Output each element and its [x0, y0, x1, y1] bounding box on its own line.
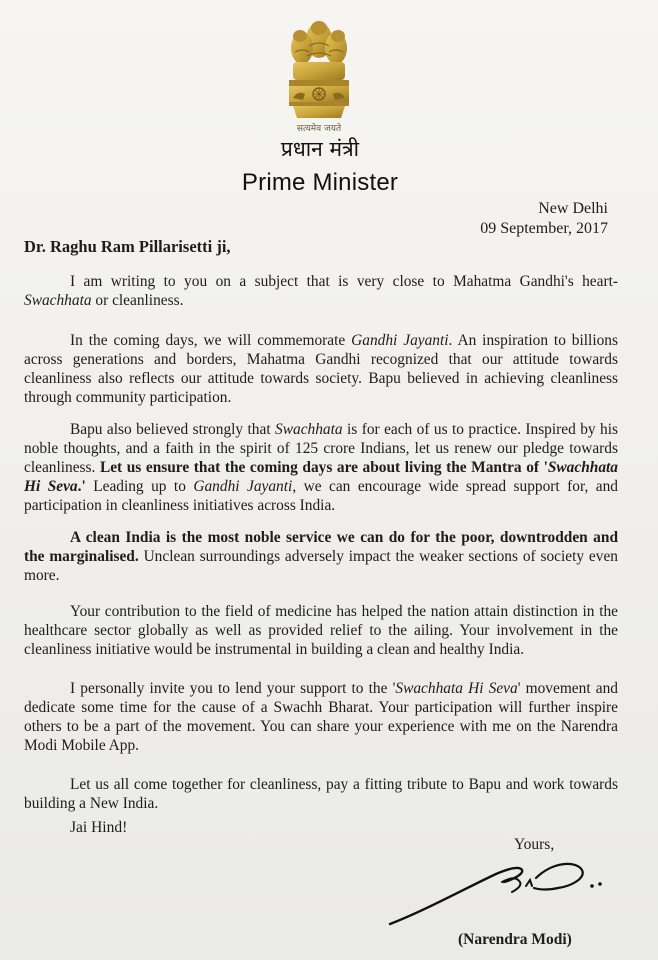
text-run: Swachhata Hi Seva: [24, 459, 618, 495]
letter-body: [24, 272, 618, 832]
signature-image: [386, 852, 606, 932]
text-run: is for each of us to practice. Inspired by his noble thoughts, and a faith in the spirit of 125 crore Indians, let us renew our pledge towards cleanliness.: [24, 421, 618, 476]
letter-paragraph: [24, 272, 618, 310]
letter-place-date: [480, 199, 608, 239]
text-run: Swachhata: [275, 421, 343, 438]
letter-paragraph: [24, 775, 618, 813]
emblem-motto: सत्यमेव जयते: [296, 124, 342, 134]
text-run: Leading up to: [85, 478, 194, 495]
text-run: I personally invite you to lend your support to the ': [70, 680, 396, 697]
text-run: Gandhi Jayanti: [193, 478, 293, 495]
text-run: Swachhata Hi Seva: [395, 680, 518, 697]
letter-closing: Jai Hind!: [70, 819, 128, 836]
text-run: Let us all come together for cleanliness, pay a fitting tribute to Bapu and work towards building a New India.: [24, 776, 618, 812]
office-title-english: Prime Minister: [241, 169, 399, 196]
letter-paragraph: [24, 679, 618, 755]
letter-valediction: Yours,: [514, 836, 555, 853]
letter-paragraph: [24, 602, 618, 659]
signatory-name: (Narendra Modi): [458, 931, 572, 948]
text-run: Unclean surroundings adversely impact the weaker sections of society even more.: [24, 548, 618, 584]
text-run: Your contribution to the field of medicine has helped the nation attain distinction in the healthcare sector globally as well as provided relief to the ailing. Your involvement in the cleanliness initiative would be instrumental in building a clean and healthy India.: [24, 603, 618, 658]
text-run: Let us ensure that the coming days are about living the Mantra of ': [99, 459, 548, 476]
letter-date: 09 September, 2017: [480, 220, 608, 237]
office-title-hindi: प्रधान मंत्री: [280, 137, 360, 161]
text-run: Gandhi Jayanti: [351, 332, 449, 349]
text-run: Swachhata: [24, 292, 92, 309]
letter-paragraph: [24, 420, 618, 515]
letter-place: New Delhi: [538, 200, 608, 217]
text-run: . An inspiration to billions across generations and borders, Mahatma Gandhi recognized that our attitude towards cleanliness also reflects our attitude towards society. Bapu believed in achieving cleanliness through community participation.: [24, 332, 618, 406]
text-run: In the coming days, we will commemorate: [70, 332, 352, 349]
text-run: .': [77, 478, 86, 495]
text-run: Bapu also believed strongly that: [70, 421, 276, 438]
national-emblem-icon: [283, 18, 355, 120]
text-run: I am writing to you on a subject that is very close to Mahatma Gandhi's heart-: [70, 273, 618, 290]
text-run: , we can encourage wide spread support for, and participation in cleanliness initiatives across India.: [24, 478, 618, 514]
text-run: or cleanliness.: [91, 292, 184, 309]
text-run: A clean India is the most noble service we can do for the poor, downtrodden and the marginalised.: [24, 529, 618, 565]
text-run: ' movement and dedicate some time for the cause of a Swachh Bharat. Your participation will further inspire others to be a part of the movement. You can share your experience with me on the Narendra Modi Mobile App.: [24, 680, 618, 754]
letter-paragraph: [24, 528, 618, 585]
letter-salutation: Dr. Raghu Ram Pillarisetti ji,: [24, 237, 231, 256]
letter-paragraph: [24, 331, 618, 407]
